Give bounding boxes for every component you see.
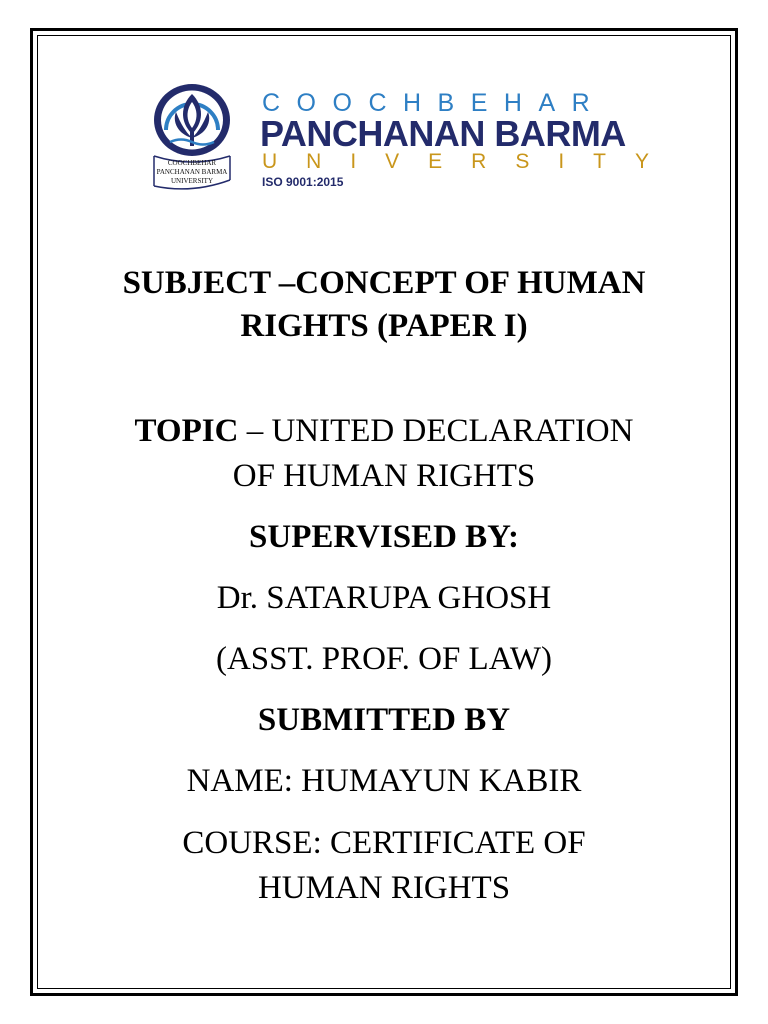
university-name-line3: UNIVERSITY bbox=[262, 150, 679, 173]
submitted-heading: SUBMITTED BY bbox=[257, 702, 511, 738]
iso-certification: ISO 9001:2015 bbox=[262, 175, 344, 189]
course-name bbox=[60, 821, 708, 911]
supervised-heading: SUPERVISED BY: bbox=[249, 519, 519, 555]
seal-text-line1: COOCHBEHAR bbox=[167, 159, 217, 167]
subject-title bbox=[60, 262, 708, 348]
cover-content bbox=[60, 262, 708, 911]
subject-line2: RIGHTS (PAPER I) bbox=[240, 308, 528, 344]
seal-text-line2: PANCHANAN BARMA bbox=[156, 168, 228, 176]
topic-line1: – UNITED DECLARATION bbox=[238, 413, 634, 449]
university-seal-icon bbox=[150, 82, 234, 192]
topic-label: TOPIC bbox=[134, 413, 239, 449]
subject-line1: SUBJECT –CONCEPT OF HUMAN bbox=[122, 265, 646, 301]
student-name: NAME: HUMAYUN KABIR bbox=[186, 763, 582, 799]
course-line1: COURSE: CERTIFICATE OF bbox=[182, 825, 586, 861]
university-logo bbox=[150, 82, 679, 197]
supervisor-designation: (ASST. PROF. OF LAW) bbox=[215, 641, 553, 677]
university-name-line1: COOCHBEHAR bbox=[262, 89, 607, 117]
topic-block bbox=[60, 409, 708, 499]
course-line2: HUMAN RIGHTS bbox=[257, 870, 511, 906]
topic-line2: OF HUMAN RIGHTS bbox=[232, 458, 536, 494]
university-name-line2: PANCHANAN BARMA bbox=[260, 113, 626, 154]
seal-text-line3: UNIVERSITY bbox=[171, 177, 213, 185]
supervisor-name: Dr. SATARUPA GHOSH bbox=[216, 580, 552, 616]
